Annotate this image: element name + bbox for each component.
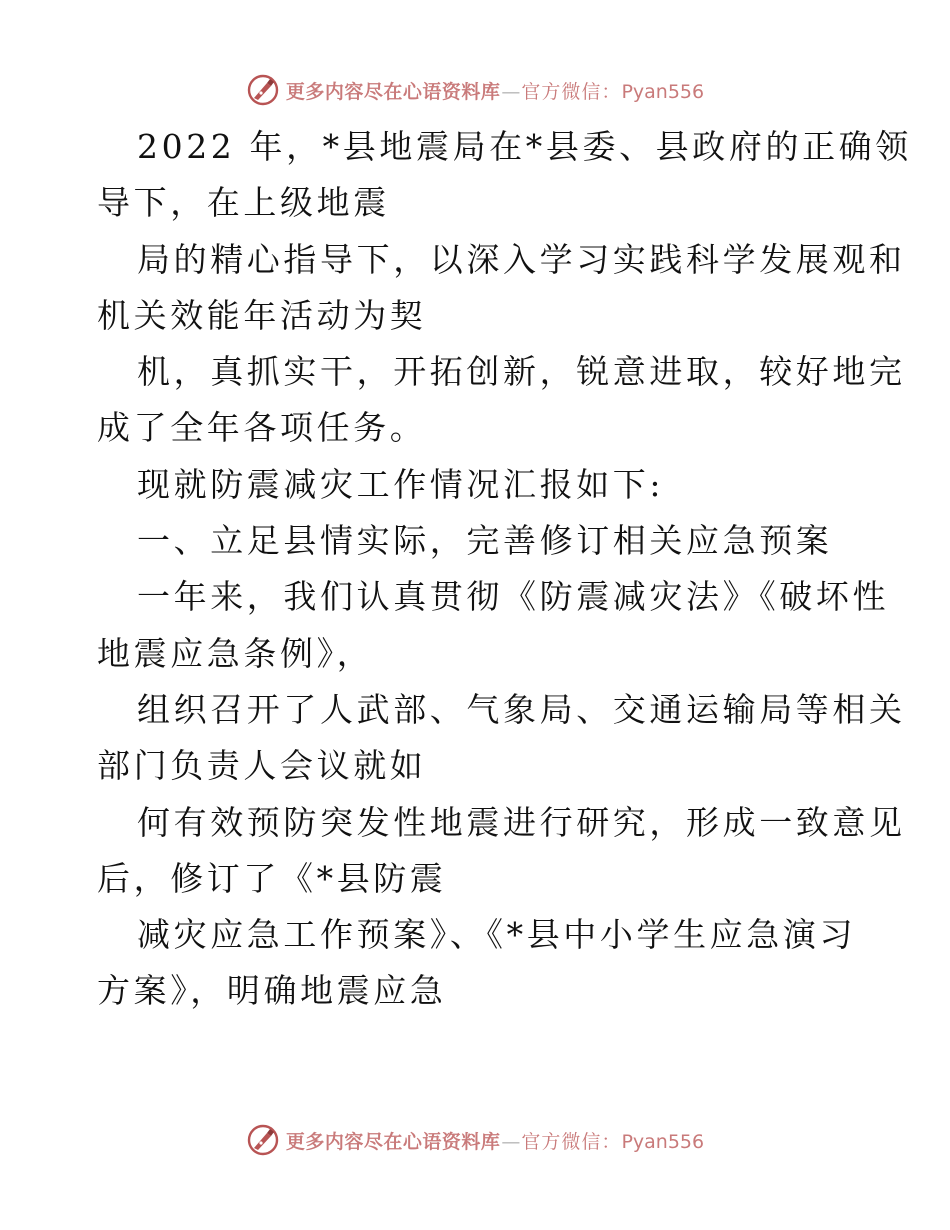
paragraph-line: 成了全年各项任务。: [97, 408, 427, 448]
watermark-dash: —: [501, 80, 521, 103]
watermark-dash: —: [501, 1130, 521, 1153]
paragraph-line: 部门负责人会议就如: [97, 746, 427, 786]
watermark-wechat-label: 官方微信：: [521, 80, 622, 103]
paragraph-line: 何有效预防突发性地震进行研究，形成一致意见: [137, 802, 906, 842]
paragraph-line: 2022 年，*县地震局在*县委、县政府的正确领: [137, 127, 912, 166]
paragraph-line: 局的精心指导下，以深入学习实践科学发展观和: [137, 239, 906, 279]
watermark-title: 更多内容尽在心语资料库: [285, 1130, 501, 1153]
paragraph-line: 后，修订了《*县防震: [97, 858, 447, 898]
watermark-title: 更多内容尽在心语资料库: [285, 80, 501, 103]
pen-nib-logo-icon: [246, 1123, 280, 1157]
paragraph-line: 机关效能年活动为契: [97, 295, 427, 335]
watermark-wechat-label: 官方微信：: [521, 1130, 622, 1153]
document-body: [97, 119, 912, 1020]
paragraph-line: 地震应急条例》，: [97, 633, 374, 673]
pen-nib-logo-icon: [246, 73, 280, 107]
paragraph-line: 一年来，我们认真贯彻《防震减灾法》《破坏性: [137, 577, 890, 617]
paragraph-line: 减灾应急工作预案》、《*县中小学生应急演习: [137, 915, 857, 955]
watermark-header: [0, 70, 950, 110]
paragraph-line: 导下，在上级地震: [97, 183, 390, 223]
paragraph-line: 机，真抓实干，开拓创新，锐意进取，较好地完: [137, 352, 906, 392]
paragraph-line: 现就防震减灾工作情况汇报如下:: [137, 464, 665, 504]
paragraph-line: 组织召开了人武部、气象局、交通运输局等相关: [137, 689, 906, 729]
watermark-wechat-id: Pyan556: [621, 80, 705, 103]
paragraph-line: 方案》，明确地震应急: [97, 971, 447, 1011]
watermark-footer: [0, 1120, 950, 1160]
section-heading: 一、立足县情实际，完善修订相关应急预案: [137, 521, 833, 561]
watermark-wechat-id: Pyan556: [621, 1130, 705, 1153]
